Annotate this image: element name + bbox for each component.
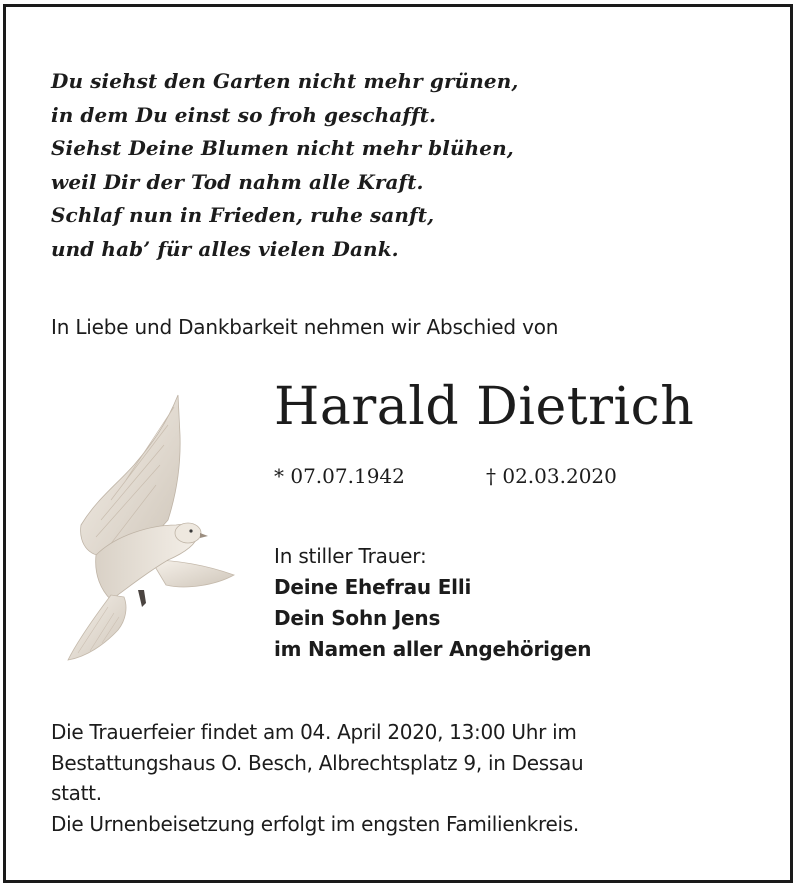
farewell-intro: In Liebe und Dankbarkeit nehmen wir Abschied von (51, 315, 559, 339)
poem-line: in dem Du einst so froh geschafft. (51, 102, 437, 127)
funeral-info-line: Bestattungshaus O. Besch, Albrechtsplatz 9, in Dessau (51, 750, 584, 775)
funeral-info-line: statt. (51, 781, 102, 805)
mourners-heading: In stiller Trauer: (274, 544, 427, 568)
funeral-info-line: Die Trauerfeier findet am 04. April 2020, 13:00 Uhr im (51, 720, 577, 744)
mourner-name: Dein Sohn Jens (274, 606, 441, 630)
obituary-frame (3, 4, 793, 883)
deceased-name: Harald Dietrich (274, 377, 695, 437)
funeral-info (51, 717, 583, 839)
poem-line: Du siehst den Garten nicht mehr grünen, (51, 69, 519, 93)
poem (51, 65, 518, 267)
poem-line: und hab’ für alles vielen Dank. (51, 236, 399, 261)
death-date: † 02.03.2020 (486, 464, 617, 488)
mourner-name: im Namen aller Angehörigen (274, 637, 592, 661)
poem-line: Schlaf nun in Frieden, ruhe sanft, (51, 203, 435, 228)
dove-icon (56, 385, 241, 670)
funeral-info-line: Die Urnenbeisetzung erfolgt im engsten Familienkreis. (51, 811, 579, 836)
birth-date: * 07.07.1942 (274, 464, 405, 488)
mourners-list (274, 541, 591, 665)
poem-line: weil Dir der Tod nahm alle Kraft. (51, 169, 424, 194)
mourner-name: Deine Ehefrau Elli (274, 575, 472, 599)
poem-line: Siehst Deine Blumen nicht mehr blühen, (51, 136, 514, 161)
